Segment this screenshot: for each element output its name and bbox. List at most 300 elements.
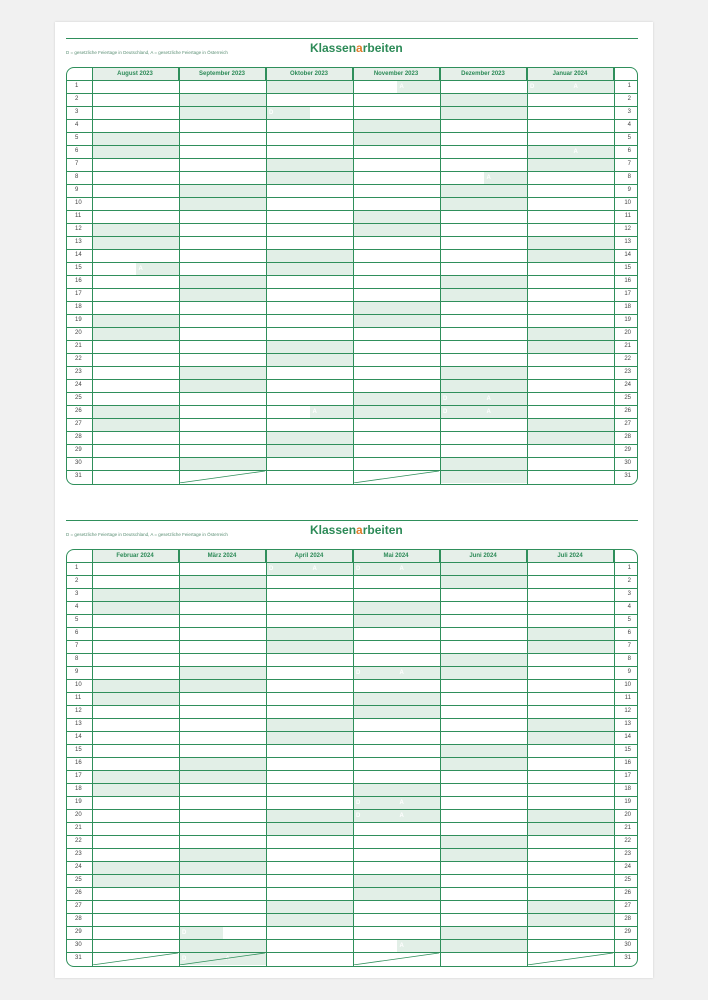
day-number-right: 5 <box>627 135 631 141</box>
weekend-cell <box>527 432 614 444</box>
row-rule <box>67 575 637 576</box>
day-number-right: 28 <box>624 916 631 922</box>
row-rule <box>67 926 637 927</box>
day-number-left: 10 <box>75 200 82 206</box>
calendar-grid <box>66 67 638 485</box>
weekend-cell <box>440 940 527 952</box>
row-rule <box>67 692 637 693</box>
day-number-left: 1 <box>75 565 79 571</box>
row-rule <box>67 627 637 628</box>
holiday-mark-at: A <box>312 409 317 415</box>
day-number-right: 6 <box>627 630 631 636</box>
row-rule <box>67 93 637 94</box>
weekend-cell <box>92 406 179 418</box>
holiday-mark-de: D <box>269 566 274 572</box>
month-header: November 2023 <box>353 68 440 80</box>
day-number-left: 28 <box>75 434 82 440</box>
day-number-right: 1 <box>627 565 631 571</box>
weekend-cell <box>353 211 440 223</box>
day-number-left: 11 <box>75 695 82 701</box>
day-number-right: 28 <box>624 434 631 440</box>
weekend-cell <box>266 810 353 822</box>
weekend-cell <box>353 888 440 900</box>
weekend-cell <box>179 589 266 601</box>
day-number-right: 26 <box>624 890 631 896</box>
row-rule <box>67 392 637 393</box>
day-number-left: 16 <box>75 278 82 284</box>
day-number-left: 8 <box>75 656 79 662</box>
row-rule <box>67 705 637 706</box>
day-number-left: 14 <box>75 252 82 258</box>
row-rule <box>67 314 637 315</box>
page-title: Klassenarbeiten <box>310 523 403 537</box>
holiday-mark-at: A <box>312 566 317 572</box>
holiday-mark-de: D <box>443 409 448 415</box>
weekend-cell <box>440 367 527 379</box>
day-number-right: 25 <box>624 395 631 401</box>
row-rule <box>67 405 637 406</box>
day-number-left: 12 <box>75 708 82 714</box>
day-number-left: 23 <box>75 369 82 375</box>
column-rule <box>179 68 180 484</box>
weekend-cell <box>266 901 353 913</box>
top-rule <box>66 520 638 521</box>
holiday-mark-de: D <box>356 566 361 572</box>
weekend-cell <box>353 302 440 314</box>
page-title: Klassenarbeiten <box>310 41 403 55</box>
day-number-left: 23 <box>75 851 82 857</box>
column-rule <box>266 68 267 484</box>
day-number-right: 6 <box>627 148 631 154</box>
row-rule <box>67 809 637 810</box>
holiday-mark-at: A <box>399 566 404 572</box>
holiday-mark-de: D <box>356 813 361 819</box>
weekend-cell <box>92 693 179 705</box>
row-rule <box>67 588 637 589</box>
weekend-cell <box>527 823 614 835</box>
weekend-cell <box>527 914 614 926</box>
row-rule <box>67 653 637 654</box>
day-number-left: 5 <box>75 135 79 141</box>
column-rule <box>266 550 267 966</box>
day-number-right: 18 <box>624 786 631 792</box>
weekend-cell <box>266 719 353 731</box>
weekend-cell <box>92 784 179 796</box>
weekend-cell <box>92 237 179 249</box>
day-number-right: 19 <box>624 799 631 805</box>
day-number-right: 27 <box>624 421 631 427</box>
row-rule <box>67 158 637 159</box>
row-rule <box>67 731 637 732</box>
weekend-cell <box>353 875 440 887</box>
day-number-right: 24 <box>624 382 631 388</box>
month-header: Oktober 2023 <box>266 68 353 80</box>
row-rule <box>67 861 637 862</box>
holiday-mark-de: D <box>530 84 535 90</box>
day-number-left: 8 <box>75 174 79 180</box>
weekend-cell <box>179 94 266 106</box>
day-number-right: 26 <box>624 408 631 414</box>
weekend-cell <box>440 849 527 861</box>
day-number-right: 5 <box>627 617 631 623</box>
day-number-right: 22 <box>624 838 631 844</box>
calendar-grid <box>66 549 638 967</box>
weekend-cell <box>179 667 266 679</box>
day-number-right: 15 <box>624 265 631 271</box>
weekend-cell <box>92 862 179 874</box>
row-rule <box>67 132 637 133</box>
row-rule <box>67 145 637 146</box>
unused-day-strike <box>179 953 265 965</box>
day-number-right: 2 <box>627 96 631 102</box>
day-number-left: 19 <box>75 799 82 805</box>
day-number-right: 21 <box>624 343 631 349</box>
row-rule <box>67 679 637 680</box>
day-number-right: 16 <box>624 278 631 284</box>
weekend-cell <box>266 81 353 93</box>
row-rule <box>67 171 637 172</box>
row-rule <box>67 457 637 458</box>
holiday-legend: D = gesetzliche Feiertage in Deutschland, A = gesetzliche Feiertage in Österreich <box>66 532 228 537</box>
day-number-left: 12 <box>75 226 82 232</box>
weekend-cell <box>179 940 266 952</box>
month-header: Mai 2024 <box>353 550 440 562</box>
day-number-right: 30 <box>624 942 631 948</box>
holiday-cell <box>353 810 440 822</box>
row-rule <box>67 379 637 380</box>
weekend-cell <box>527 250 614 262</box>
column-rule <box>527 550 528 966</box>
weekend-cell <box>92 875 179 887</box>
day-number-right: 7 <box>627 643 631 649</box>
day-number-right: 11 <box>624 695 631 701</box>
row-rule <box>67 366 637 367</box>
weekend-cell <box>440 927 527 939</box>
weekend-cell <box>353 120 440 132</box>
row-rule <box>67 718 637 719</box>
day-number-left: 30 <box>75 460 82 466</box>
day-number-left: 31 <box>75 473 82 479</box>
month-header: März 2024 <box>179 550 266 562</box>
day-number-left: 24 <box>75 382 82 388</box>
row-rule <box>67 184 637 185</box>
weekend-cell <box>92 419 179 431</box>
day-number-right: 29 <box>624 929 631 935</box>
day-number-right: 20 <box>624 330 631 336</box>
day-number-left: 20 <box>75 330 82 336</box>
day-number-left: 29 <box>75 447 82 453</box>
holiday-mark-at: A <box>399 943 404 949</box>
holiday-mark-de: D <box>443 396 448 402</box>
row-rule <box>67 848 637 849</box>
month-header: August 2023 <box>92 68 179 80</box>
weekend-cell <box>527 341 614 353</box>
row-rule <box>67 666 637 667</box>
day-number-left: 14 <box>75 734 82 740</box>
row-rule <box>67 301 637 302</box>
weekend-cell <box>527 159 614 171</box>
weekend-cell <box>266 823 353 835</box>
day-number-left: 2 <box>75 96 79 102</box>
column-rule <box>353 68 354 484</box>
day-number-left: 16 <box>75 760 82 766</box>
row-rule <box>67 835 637 836</box>
day-number-left: 17 <box>75 291 82 297</box>
day-number-left: 29 <box>75 929 82 935</box>
weekend-cell <box>440 836 527 848</box>
day-number-left: 2 <box>75 578 79 584</box>
weekend-cell <box>353 393 440 405</box>
weekend-cell <box>353 706 440 718</box>
weekend-cell <box>440 576 527 588</box>
holiday-mark-de: D <box>182 956 187 962</box>
weekend-cell <box>527 719 614 731</box>
weekend-cell <box>440 745 527 757</box>
row-rule <box>67 223 637 224</box>
weekend-cell <box>92 589 179 601</box>
day-number-left: 27 <box>75 421 82 427</box>
holiday-cell <box>353 797 440 809</box>
holiday-mark-de: D <box>356 670 361 676</box>
weekend-cell <box>266 641 353 653</box>
column-rule <box>92 550 93 966</box>
weekend-cell <box>527 901 614 913</box>
day-number-right: 4 <box>627 122 631 128</box>
weekend-cell <box>179 380 266 392</box>
column-rule <box>527 68 528 484</box>
day-number-left: 31 <box>75 955 82 961</box>
month-header: Juli 2024 <box>527 550 614 562</box>
weekend-cell <box>353 615 440 627</box>
day-number-right: 29 <box>624 447 631 453</box>
row-rule <box>67 874 637 875</box>
weekend-cell <box>527 641 614 653</box>
weekend-cell <box>92 315 179 327</box>
weekend-cell <box>440 654 527 666</box>
day-number-right: 13 <box>624 239 631 245</box>
day-number-left: 5 <box>75 617 79 623</box>
day-number-left: 9 <box>75 669 79 675</box>
day-number-right: 10 <box>624 682 631 688</box>
row-rule <box>67 770 637 771</box>
weekend-cell <box>440 185 527 197</box>
day-number-right: 31 <box>624 955 631 961</box>
day-number-left: 7 <box>75 161 79 167</box>
day-number-right: 14 <box>624 734 631 740</box>
weekend-cell <box>353 133 440 145</box>
day-number-right: 8 <box>627 174 631 180</box>
row-rule <box>67 939 637 940</box>
weekend-cell <box>440 198 527 210</box>
unused-day-strike <box>92 953 178 965</box>
month-header: Februar 2024 <box>92 550 179 562</box>
weekend-cell <box>266 263 353 275</box>
day-number-right: 4 <box>627 604 631 610</box>
day-number-right: 13 <box>624 721 631 727</box>
column-rule <box>614 550 615 966</box>
day-number-right: 8 <box>627 656 631 662</box>
holiday-mark-at: A <box>486 409 491 415</box>
weekend-cell <box>179 849 266 861</box>
unused-day-strike <box>527 953 613 965</box>
weekend-cell <box>266 341 353 353</box>
weekend-cell <box>353 693 440 705</box>
row-rule <box>67 210 637 211</box>
day-number-left: 7 <box>75 643 79 649</box>
day-number-right: 22 <box>624 356 631 362</box>
day-number-right: 24 <box>624 864 631 870</box>
day-number-right: 21 <box>624 825 631 831</box>
day-number-left: 4 <box>75 604 79 610</box>
weekend-cell <box>266 445 353 457</box>
weekend-cell <box>353 315 440 327</box>
weekend-cell <box>92 146 179 158</box>
day-number-left: 21 <box>75 825 82 831</box>
weekend-cell <box>353 406 440 418</box>
day-number-right: 9 <box>627 187 631 193</box>
day-number-left: 4 <box>75 122 79 128</box>
row-rule <box>67 822 637 823</box>
row-rule <box>67 470 637 471</box>
column-rule <box>353 550 354 966</box>
weekend-cell <box>353 224 440 236</box>
holiday-mark-de: D <box>356 800 361 806</box>
weekend-cell <box>440 667 527 679</box>
day-number-left: 21 <box>75 343 82 349</box>
column-rule <box>440 68 441 484</box>
weekend-cell <box>440 94 527 106</box>
holiday-mark-at: A <box>399 813 404 819</box>
unused-day-strike <box>353 953 439 965</box>
weekend-cell <box>179 185 266 197</box>
weekend-cell <box>92 328 179 340</box>
day-number-left: 15 <box>75 265 82 271</box>
weekend-cell <box>440 563 527 575</box>
day-number-left: 9 <box>75 187 79 193</box>
day-number-right: 25 <box>624 877 631 883</box>
day-number-right: 27 <box>624 903 631 909</box>
day-number-left: 25 <box>75 877 82 883</box>
day-number-left: 6 <box>75 148 79 154</box>
day-number-right: 3 <box>627 109 631 115</box>
row-rule <box>67 887 637 888</box>
holiday-mark-at: A <box>399 84 404 90</box>
row-rule <box>67 119 637 120</box>
row-rule <box>67 236 637 237</box>
day-number-right: 23 <box>624 851 631 857</box>
day-number-left: 18 <box>75 786 82 792</box>
day-number-left: 20 <box>75 812 82 818</box>
unused-day-strike <box>353 471 439 483</box>
day-number-right: 1 <box>627 83 631 89</box>
row-rule <box>67 744 637 745</box>
weekend-cell <box>179 198 266 210</box>
day-number-left: 24 <box>75 864 82 870</box>
weekend-cell <box>353 784 440 796</box>
holiday-mark-at: A <box>399 800 404 806</box>
column-rule <box>440 550 441 966</box>
day-number-left: 3 <box>75 109 79 115</box>
weekend-cell <box>266 354 353 366</box>
month-header: Juni 2024 <box>440 550 527 562</box>
holiday-mark-at: A <box>486 175 491 181</box>
column-rule <box>92 68 93 484</box>
column-rule <box>614 68 615 484</box>
weekend-cell <box>92 680 179 692</box>
weekend-cell <box>92 224 179 236</box>
weekend-cell <box>527 810 614 822</box>
weekend-cell <box>440 107 527 119</box>
row-rule <box>67 418 637 419</box>
month-header: April 2024 <box>266 550 353 562</box>
day-number-right: 10 <box>624 200 631 206</box>
weekend-cell <box>527 628 614 640</box>
row-rule <box>67 640 637 641</box>
holiday-mark-at: A <box>138 266 143 272</box>
weekend-cell <box>266 914 353 926</box>
day-number-right: 9 <box>627 669 631 675</box>
month-header: Dezember 2023 <box>440 68 527 80</box>
row-rule <box>67 757 637 758</box>
holiday-mark-at: A <box>573 84 578 90</box>
weekend-cell <box>527 328 614 340</box>
day-number-right: 20 <box>624 812 631 818</box>
holiday-mark-at: A <box>486 396 491 402</box>
day-number-right: 12 <box>624 708 631 714</box>
weekend-cell <box>179 276 266 288</box>
unused-day-strike <box>179 471 265 483</box>
row-rule <box>67 431 637 432</box>
holiday-cell <box>266 563 353 575</box>
day-number-left: 11 <box>75 213 82 219</box>
weekend-cell <box>92 133 179 145</box>
top-rule <box>66 38 638 39</box>
day-number-right: 18 <box>624 304 631 310</box>
day-number-right: 12 <box>624 226 631 232</box>
day-number-left: 27 <box>75 903 82 909</box>
weekend-cell <box>179 289 266 301</box>
day-number-left: 15 <box>75 747 82 753</box>
day-number-right: 2 <box>627 578 631 584</box>
row-rule <box>67 275 637 276</box>
day-number-left: 3 <box>75 591 79 597</box>
weekend-cell <box>266 628 353 640</box>
weekend-cell <box>92 771 179 783</box>
weekend-cell <box>179 576 266 588</box>
holiday-mark-at: A <box>399 670 404 676</box>
row-rule <box>67 900 637 901</box>
weekend-cell <box>527 237 614 249</box>
day-number-left: 25 <box>75 395 82 401</box>
row-rule <box>67 327 637 328</box>
day-number-left: 6 <box>75 630 79 636</box>
row-rule <box>67 288 637 289</box>
day-number-left: 18 <box>75 304 82 310</box>
row-rule <box>67 340 637 341</box>
weekend-cell <box>266 172 353 184</box>
weekend-cell <box>179 367 266 379</box>
day-number-right: 23 <box>624 369 631 375</box>
day-number-right: 17 <box>624 773 631 779</box>
weekend-cell <box>179 758 266 770</box>
weekend-cell <box>179 862 266 874</box>
day-number-left: 26 <box>75 408 82 414</box>
weekend-cell <box>92 602 179 614</box>
day-number-right: 31 <box>624 473 631 479</box>
weekend-cell <box>266 250 353 262</box>
day-number-right: 17 <box>624 291 631 297</box>
weekend-cell <box>179 680 266 692</box>
